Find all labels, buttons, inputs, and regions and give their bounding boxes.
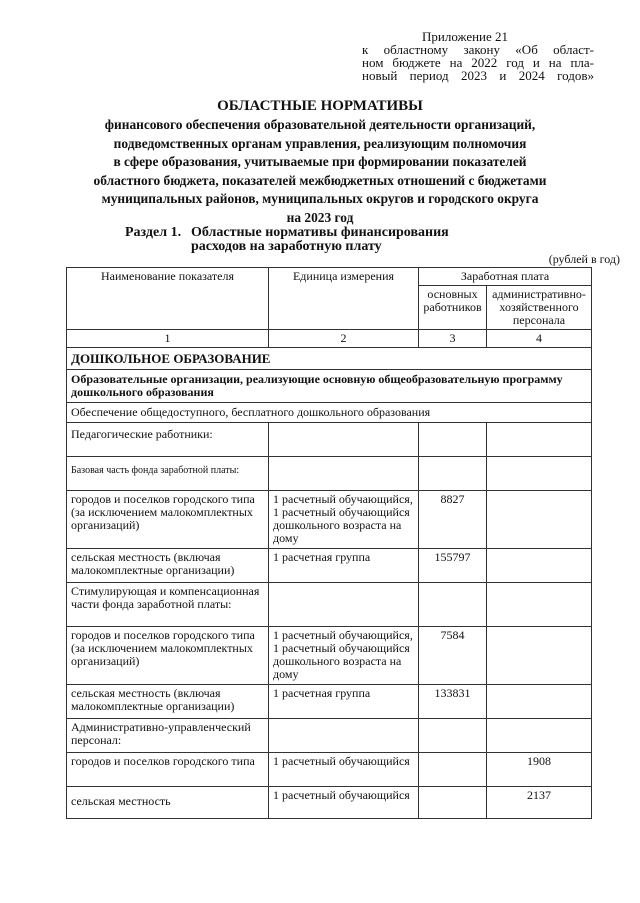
row-unit: 1 расчетная группа [269, 549, 419, 583]
table-row [67, 627, 592, 685]
row-indicator: сельская местность (включая малокомплектные организации) [67, 549, 269, 583]
table-row [67, 685, 592, 719]
row-unit: 1 расчетный обучающийся, 1 расчетный обучающийся дошкольного возраста на дому [269, 627, 419, 685]
row-unit: 1 расчетная группа [269, 685, 419, 719]
education-section-title: ДОШКОЛЬНОЕ ОБРАЗОВАНИЕ [67, 348, 592, 370]
column-number: 4 [487, 330, 592, 348]
row-main-value: 8827 [419, 491, 487, 549]
appendix-line-2: к областному закону «Об област- [362, 42, 594, 57]
appendix-line-1: Приложение 21 [422, 29, 509, 44]
column-number-row [67, 330, 592, 348]
row-admin-value [487, 423, 592, 457]
row-indicator: Базовая часть фонда заработной платы: [67, 457, 269, 491]
table-row [67, 549, 592, 583]
header-main-workers: основных работников [419, 286, 487, 330]
section-title-line-2: расходов на заработную плату [191, 239, 382, 254]
row-indicator: Стимулирующая и компенсационная части фонда заработной платы: [67, 583, 269, 627]
row-indicator: Административно-управленческий персонал: [67, 719, 269, 753]
row-main-value [419, 423, 487, 457]
row-unit: 1 расчетный обучающийся [269, 753, 419, 787]
row-unit [269, 719, 419, 753]
row-unit: 1 расчетный обучающийся, 1 расчетный обучающийся дошкольного возраста на дому [269, 491, 419, 549]
org-title-row [67, 370, 592, 403]
heading-line-2: подведомственных органам управления, реализующим полномочия [113, 135, 527, 151]
row-admin-value [487, 491, 592, 549]
row-indicator: городов и поселков городского типа (за исключением малокомплектных организаций) [67, 491, 269, 549]
row-indicator: сельская местность (включая малокомплектные организации) [67, 685, 269, 719]
row-main-value: 7584 [419, 627, 487, 685]
section-label: Раздел 1. [125, 225, 182, 240]
header-unit: Единица измерения [269, 268, 419, 330]
heading-line-1: финансового обеспечения образовательной деятельности организаций, [104, 117, 536, 132]
row-admin-value [487, 583, 592, 627]
row-admin-value: 1908 [487, 753, 592, 787]
table-row [67, 753, 592, 787]
section-title-row [67, 348, 592, 370]
header-row-1 [67, 268, 592, 286]
row-admin-value [487, 457, 592, 491]
row-main-value [419, 583, 487, 627]
header-indicator: Наименование показателя [67, 268, 269, 330]
row-admin-value [487, 719, 592, 753]
section-title-line-1: Областные нормативы финансирования [191, 225, 449, 240]
row-unit: 1 расчетный обучающийся [269, 787, 419, 819]
heading-line-5: муниципальных районов, муниципальных округов и городского округа [101, 191, 539, 207]
table-row [67, 787, 592, 819]
header-admin-staff: административно-хозяйственного персонала [487, 286, 592, 330]
table-row [67, 583, 592, 627]
row-unit [269, 457, 419, 491]
row-main-value: 133831 [419, 685, 487, 719]
column-number: 3 [419, 330, 487, 348]
row-main-value: 155797 [419, 549, 487, 583]
heading-line-6: на 2023 год [286, 209, 354, 225]
org-title: Образовательные организации, реализующие основную общеобразовательную программу дошкольного образования [67, 370, 592, 403]
heading-line-4: областного бюджета, показателей межбюджетных отношений с бюджетами [93, 172, 547, 188]
column-number: 2 [269, 330, 419, 348]
document-title: ОБЛАСТНЫЕ НОРМАТИВЫ [217, 98, 423, 114]
appendix-line-4: новый период 2023 и 2024 годов» [362, 68, 594, 83]
row-admin-value [487, 685, 592, 719]
row-indicator: сельская местность [67, 787, 269, 819]
table-row [67, 457, 592, 491]
norms-table [66, 267, 592, 819]
row-admin-value [487, 627, 592, 685]
row-indicator: городов и поселков городского типа (за исключением малокомплектных организаций) [67, 627, 269, 685]
column-number: 1 [67, 330, 269, 348]
units-note: (рублей в год) [548, 252, 620, 266]
row-unit [269, 423, 419, 457]
row-unit [269, 583, 419, 627]
document-heading [40, 96, 600, 228]
table-row [67, 423, 592, 457]
row-admin-value: 2137 [487, 787, 592, 819]
row-main-value [419, 719, 487, 753]
row-admin-value [487, 549, 592, 583]
provision-title: Обеспечение общедоступного, бесплатного дошкольного образования [67, 403, 592, 423]
provision-row [67, 403, 592, 423]
section-heading [125, 226, 449, 254]
appendix-line-3: ном бюджете на 2022 год и на пла- [362, 55, 594, 70]
heading-line-3: в сфере образования, учитываемые при формировании показателей [113, 154, 527, 170]
row-main-value [419, 787, 487, 819]
table-row [67, 491, 592, 549]
row-indicator: городов и поселков городского типа [67, 753, 269, 787]
row-main-value [419, 457, 487, 491]
row-main-value [419, 753, 487, 787]
row-indicator: Педагогические работники: [67, 423, 269, 457]
appendix-note [362, 30, 594, 82]
header-salary: Заработная плата [419, 268, 592, 286]
table-row [67, 719, 592, 753]
